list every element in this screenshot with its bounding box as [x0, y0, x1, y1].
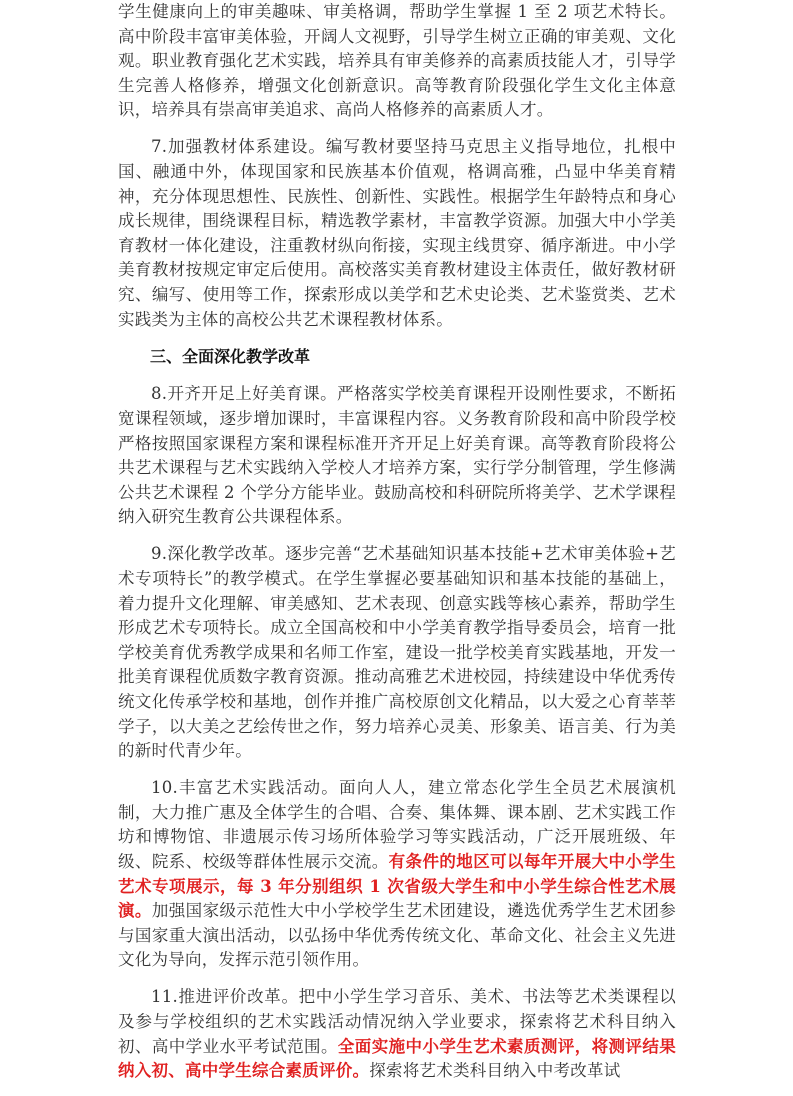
document-page — [118, 0, 676, 1096]
paragraph-10-text-a: 10.丰富艺术实践活动。面向人人，建立常态化学生全员艺术展演机制，大力推广惠及全体学生的合唱、合奏、集体舞、课本剧、艺术实践工作坊和博物馆、非遗展示传习场所体验学习等实践活动，广泛开展班级、年级、院系、校级等群体性展示交流。 — [118, 778, 676, 871]
paragraph-9-teaching-reform — [118, 542, 676, 763]
paragraph-8-courses: 8.开齐开足上好美育课。严格落实学校美育课程开设刚性要求，不断拓宽课程领域，逐步增加课时，丰富课程内容。义务教育阶段和高中阶段学校严格按照国家课程方案和课程标准开齐开足上好美育课。高等教育阶段将公共艺术课程与艺术实践纳入学校人才培养方案，实行学分制管理，学生修满公共艺术课程 2 个学分方能毕业。鼓励高校和科研院所将美学、艺术学课程纳入研究生教育公共课程体系。 — [118, 384, 676, 527]
paragraph-intro-continued: 学生健康向上的审美趣味、审美格调，帮助学生掌握 1 至 2 项艺术特长。高中阶段丰富审美体验，开阔人文视野，引导学生树立正确的审美观、文化观。职业教育强化艺术实践，培养具有审美修养的高素质技能人才，引导学生完善人格修养，增强文化创新意识。高等教育阶段强化学生文化主体意识，培养具有崇高审美追求、高尚人格修养的高素质人才。 — [118, 2, 676, 120]
paragraph-9-text: 9.深化教学改革。逐步完善“艺术基础知识基本技能+艺术审美体验+艺术专项特长”的教学模式。在学生掌握必要基础知识和基本技能的基础上，着力提升文化理解、审美感知、艺术表现、创意实践等核心素养，帮助学生形成艺术专项特长。成立全国高校和中小学美育教学指导委员会，培育一批学校美育优秀教学成果和名师工作室，建设一批学校美育实践基地，开发一批美育课程优质数字教育资源。推动高雅艺术进校园，持续建设中华优秀传统文化传承学校和基地，创作并推广高校原创文化精品，以大爱之心育莘莘学子，以大美之艺绘传世之作，努力培养心灵美、形象美、语言美、行为美的新时代青少年。 — [118, 544, 676, 761]
section-heading-3: 三、全面深化教学改革 — [150, 346, 311, 366]
paragraph-11-evaluation-reform — [118, 985, 676, 1083]
paragraph-10-highlight: 有条件的地区可以每年开展大中小学生艺术专项展示，每 3 年分别组织 1 次省级大学生和中小学生综合性艺术展演。 — [118, 852, 676, 921]
paragraph-10-text-b: 加强国家级示范性大中小学校学生艺术团建设，遴选优秀学生艺术团参与国家重大演出活动，以弘扬中华优秀传统文化、革命文化、社会主义先进文化为导向，发挥示范引领作用。 — [118, 901, 676, 970]
paragraph-11-text-b: 探索将艺术类科目纳入中考改革试 — [369, 1061, 621, 1081]
paragraph-10-art-practice — [118, 776, 676, 973]
paragraph-7-textbook-system: 7.加强教材体系建设。编写教材要坚持马克思主义指导地位，扎根中国、融通中外，体现国家和民族基本价值观，格调高雅，凸显中华美育精神，充分体现思想性、民族性、创新性、实践性。根据学生年龄特点和身心成长规律，围绕课程目标，精选教学素材，丰富教学资源。加强大中小学美育教材一体化建设，注重教材纵向衔接，实现主线贯穿、循序渐进。中小学美育教材按规定审定后使用。高校落实美育教材建设主体责任，做好教材研究、编写、使用等工作，探索形成以美学和艺术史论类、艺术鉴赏类、艺术实践类为主体的高校公共艺术课程教材体系。 — [118, 137, 676, 329]
paragraph-11-text-a: 11.推进评价改革。把中小学生学习音乐、美术、书法等艺术类课程以及参与学校组织的艺术实践活动情况纳入学业要求，探索将艺术科目纳入初、高中学业水平考试范围。 — [118, 987, 676, 1056]
paragraph-11-highlight: 全面实施中小学生艺术素质测评，将测评结果纳入初、高中学生综合素质评价。 — [118, 1036, 677, 1081]
